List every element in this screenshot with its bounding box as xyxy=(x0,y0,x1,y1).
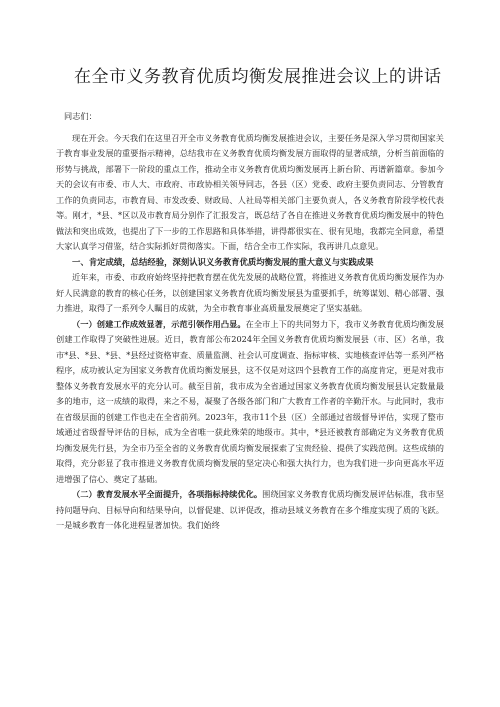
section-heading: 一、肯定成绩，总结经验，深刻认识义务教育优质均衡发展的重大意义与实践成果 xyxy=(72,256,374,267)
subsection-2-heading: （二）教育发展水平全面提升，各项指标持续优化。 xyxy=(72,489,263,499)
subsection-1-heading: （一）创建工作成效显著，示范引领作用凸显。 xyxy=(72,318,246,329)
subsection-1-paragraph xyxy=(56,317,444,488)
section-intro-paragraph: 近年来，市委、市政府始终坚持把教育摆在优先发展的战略位置，将推进义务教育优质均衡发展作为办好人民满意的教育的核心任务，以创建国家义务教育优质均衡发展县为重要抓手，统筹谋划、精心部署、强力推进，取得了一系列令人瞩目的成就，为全市教育事业高质量发展奠定了坚实基础。 xyxy=(56,272,444,313)
opening-paragraph: 现在开会。今天我们在这里召开全市义务教育优质均衡发展推进会议，主要任务是深入学习贯彻国家关于教育事业发展的重要指示精神，总结我市在义务教育优质均衡发展方面取得的显著成绩，分析当前面临的形势与挑战，部署下一阶段的重点工作，推动全市义务教育优质均衡发展再上新台阶、再谱新篇章。参加今天的会议有市委、市人大、市政府、市政协相关领导同志，各县（区）党委、政府主要负责同志、分管教育工作的负责同志，市教育局、市发改委、财政局、人社局等相关部门主要负责人，各义务教育阶段学校代表等。刚才，*县、*区以及市教育局分别作了汇报发言，既总结了各自在推进义务教育优质均衡发展中的特色做法和突出成效，也提出了下一步的工作思路和具体举措，讲得都很实在、很有见地，我都完全同意，希望大家认真学习借鉴，结合实际抓好贯彻落实。下面，结合全市工作实际，我再讲几点意见。 xyxy=(56,132,444,251)
subsection-2-text: 围绕国家义务教育优质均衡发展评估标准，我市坚持问题导向、目标导向和结果导向，以督促建、以评促改，推动县域义务教育在多个维度实现了质的飞跃。一是城乡教育一体化进程显著加快。我们始终 xyxy=(56,489,444,530)
document-title: 在全市义务教育优质均衡发展推进会议上的讲话 xyxy=(74,67,442,87)
subsection-2-paragraph xyxy=(56,487,444,534)
subsection-1-text: 在全市上下的共同努力下，我市义务教育优质均衡发展创建工作取得了突破性进展。近日，教育部公布2024年全国义务教育优质均衡发展县（市、区）名单，我市*县、*县、*县、*县经过资格审查、质量监测、社会认可度调查、指标审核、实地核查评估等一系列严格程序，成功被认定为国家义务教育优质均衡发展县，这不仅是对这四个县教育工作的高度肯定，更是对我市整体义务教育发展水平的充分认可。截至目前，我市成为全省通过国家义务教育优质均衡发展县认定数量最多的地市，这一成绩的取得，来之不易，凝聚了各级各部门和广大教育工作者的辛勤汗水。与此同时，我市在省级层面的创建工作也走在全省前列。2023年，我市11个县（区）全部通过省级督导评估，实现了整市域通过省级督导评估的目标，成为全省唯一获此殊荣的地级市。其中，*县还被教育部确定为义务教育优质均衡发展先行县，为全市乃至全省的义务教育优质均衡发展探索了宝贵经验、提供了实践范例。这些成绩的取得，充分彰显了我市推进义务教育优质均衡发展的坚定决心和强大执行力，也为我们进一步向更高水平迈进增强了信心、奠定了基础。 xyxy=(56,318,444,484)
salutation: 同志们： xyxy=(64,111,97,121)
